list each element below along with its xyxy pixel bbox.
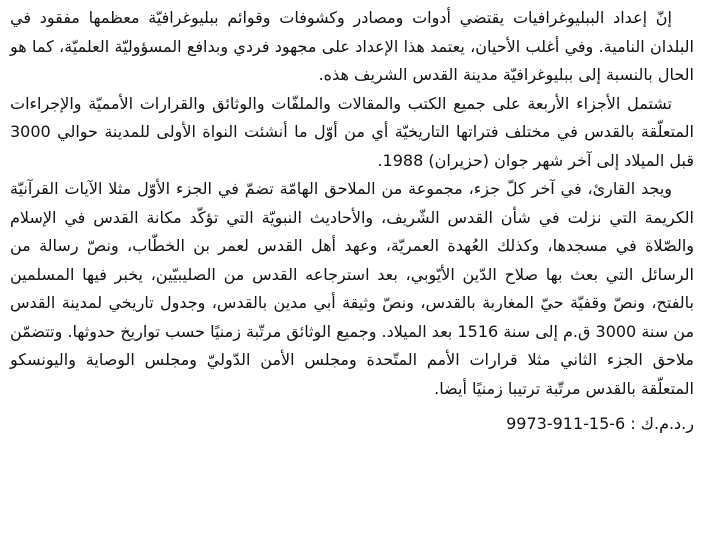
paragraph-contents: تشتمل الأجزاء الأربعة على جميع الكتب والمقالات والملفّات والوثائق والقرارات الأمميّة والإجراءات المتعلّقة بالقدس في مختلف فتراتها التاريخيّة أي من أوّل ما أنشئت النواة الأولى للمدينة حوالي 3000 قبل الميلاد إلى آخر شهر جوان (حزيران) 1988. (10, 93, 694, 170)
document-page (10, 4, 694, 437)
isbn-number: 9973-911-15-6 (506, 414, 626, 433)
isbn-line (10, 411, 694, 437)
paragraph-appendices: ويجد القارئ، في آخر كلّ جزء، مجموعة من الملاحق الهامّة تضمّ في الجزء الأوّل مثلا الآيات القرآنيّة الكريمة التي نزلت في شأن القدس الشّريف، والأحاديث النبويّة التي تؤكّد مكانة القدس في الإسلام والصّلاة في مسجدها، وكذلك العُهدة العمريّة، وعهد أهل القدس لعمر بن الخطّاب، ونصّ رسالة من الرسائل التي بعث بها صلاح الدّين الأيّوبي، بعد استرجاعه القدس من الصليبيّين، يخبر فيها المسلمين بالفتح، ونصّ وقفيّة حيّ المغاربة بالقدس، ونصّ وثيقة أبي مدين بالقدس، وجدول تاريخي لمدينة القدس من سنة 3000 ق.م إلى سنة 1516 بعد الميلاد. وجميع الوثائق مرتّبة زمنيًا حسب تواريخ حدوثها. وتتضمّن ملاحق الجزء الثاني مثلا قرارات الأمم المتّحدة ومجلس الأمن الدّوليّ ومجلس الوصاية واليونسكو المتعلّقة بالقدس مرتّبة ترتيبا زمنيًا أيضا. (10, 179, 695, 398)
paragraph-intro: إنّ إعداد الببليوغرافيات يقتضي أدوات ومصادر وكشوفات وقوائم ببليوغرافيّة معظمها مفقود في البلدان النامية. وفي أغلب الأحيان، يعتمد هذا الإعداد على مجهود فردي وبدافع المسؤوليّة العلميّة، كما هو الحال بالنسبة إلى ببليوغرافيّة مدينة القدس الشريف هذه. (10, 8, 694, 84)
isbn-label: ر.د.م.ك : (630, 414, 694, 433)
